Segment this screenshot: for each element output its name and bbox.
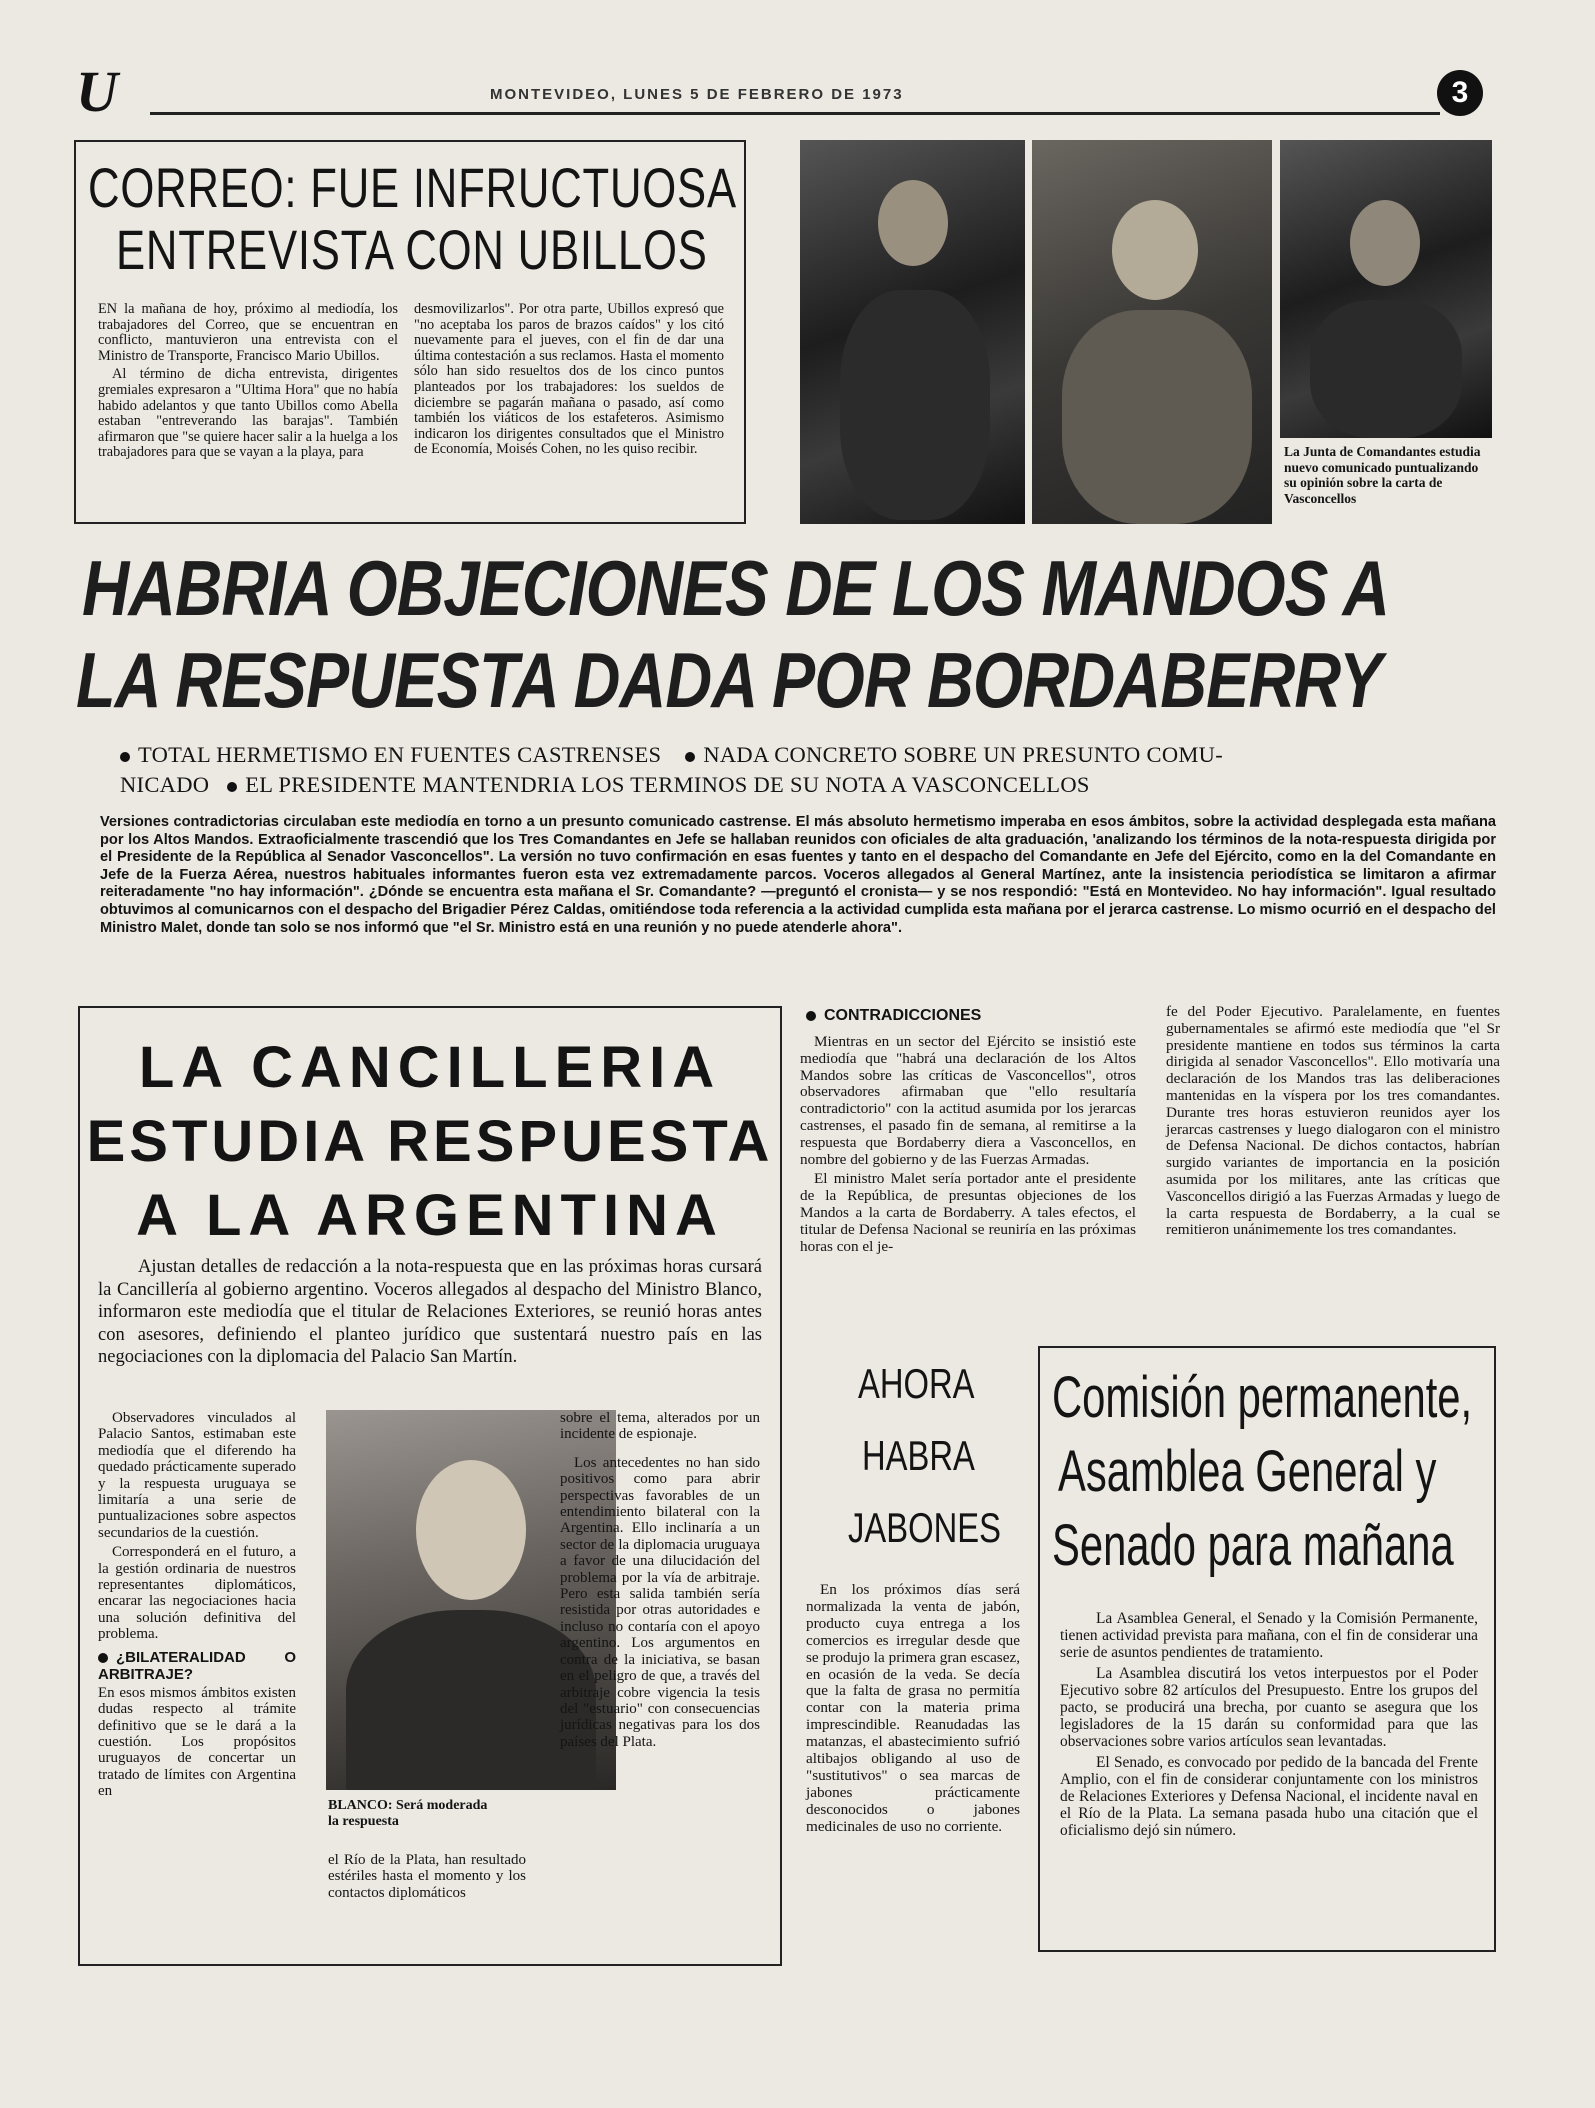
cancilleria-col2b-p1: el Río de la Plata, han resultado estériles hasta el momento y los contactos diplomáticos [328, 1852, 526, 1901]
subhead-1a: TOTAL HERMETISMO EN FUENTES CASTRENSES [138, 742, 662, 767]
main-headline-2: LA RESPUESTA DADA POR BORDABERRY [76, 636, 1382, 724]
bullet-icon [98, 1653, 108, 1663]
main-lead: Versiones contradictorias circulaban este mediodía en torno a un presunto comunicado castrense. El más absoluto hermetismo imperaba en esos ámbitos, sobre la actividad desplegada esta mañana por los Altos Mandos. Extraoficialmente trascendió que los Tres Comandantes en Jefe se hallaban reunidos con oficiales de alta graduación, 'analizando los términos de la nota-respuesta dirigida por el Presidente de la República al Senador Vasconcellos". La versión no tuvo confirmación en esas fuentes y tanto en el despacho del Comandante en Jefe del Ejército, como en la del Comandante en Jefe de la Fuerza Aérea, nuestros habituales informantes fueron esta vez extremadamente parcos. Voceros allegados al General Martínez, ante la insistencia periodística se limitaron a afirmar reiteradamente "no hay información". ¿Dónde se encuentra esta mañana el Sr. Comandante? —preguntó el cronista— y se nos respondió: "Está en Montevideo. No hay información". Igual resultado obtuvimos al comunicarnos con el despacho del Brigadier Pérez Caldas, omitiéndose toda referencia a la actividad cumplida esta mañana por el jerarca castrense. Lo mismo ocurrió en el despacho del Ministro Malet, donde tan solo se nos informó que "el Sr. Ministro está en una reunión y no puede atenderle ahora". [100, 814, 1496, 936]
cancilleria-col-1 [98, 1410, 296, 1803]
bullet-icon [120, 752, 130, 762]
bullet-icon [685, 752, 695, 762]
contradicciones-col2-p1: fe del Poder Ejecutivo. Paralelamente, en fuentes gubernamentales se afirmó este mediodía que "el Sr presidente mantiene en todos sus términos la carta dirigida al senador Vasconcellos". Ello motivaría una declaración de los Mandos tras las deliberaciones mantenidas en la víspera por los tres comandantes. Durante tres horas estuvieron reunidos ayer los jerarcas castrenses y luego dialogaron con el ministro de Defensa Nacional. De dichos contactos, habrían surgido variantes de importancia en la posición asumida por los militares, ante las críticas que Vasconcellos dirigió a las Fuerzas Armadas y luego de la carta respuesta de Bordaberry, a la cual se remitieron unánimemente los tres comandantes. [1166, 1003, 1500, 1239]
cancilleria-col1-p3: En esos mismos ámbitos existen dudas respecto al trámite definitivo que se le dará a la cuestión. Los propósitos uruguayos de concertar un tratado de límites con Argentina en [98, 1684, 296, 1800]
comision-headline-3: Senado para mañana [1052, 1513, 1454, 1578]
cancilleria-col3-p2: Los antecedentes no han sido positivos como para abrir perspectivas favorables de un entendimiento bilateral con la Argentina. Ello inclinaría a un sector de la diplomacia uruguaya a favor de una dilucidación del problema por la vía de arbitraje. Pero esta salida también sería resistida por otras autoridades e incluso no contaría con el apoyo argentino. Los argumentos en contra de la iniciativa, se basan en el peligro de que, a través del arbitraje cobre vigencia la tesis del "estuario" con consecuencias jurídicas negativas para los dos países del Plata. [560, 1454, 760, 1750]
correo-headline-1: CORREO: FUE INFRUCTUOSA [88, 156, 737, 219]
jabones-body-p1: En los próximos días será normalizada la venta de jabón, producto cuya entrega a los comercios es irregular desde que se produjo la primera gran escasez, en ocasión de la veda. Se decía que la falta de grasa no permitía contar con la materia prima imprescindible. Reanudadas las matanzas, el abastecimiento sufrió altibajos obligando al uso de "sustitutivos" o sea marcas de jabones prácticamente desconocidos o jabones medicinales de uso no corriente. [806, 1581, 1020, 1835]
subhead-2a: NICADO [120, 772, 210, 797]
contradicciones-heading: CONTRADICCIONES [806, 1006, 981, 1026]
bullet-icon [227, 782, 237, 792]
comision-headline-2: Asamblea General y [1058, 1439, 1437, 1504]
correo-article [74, 140, 746, 524]
correo-col2-p1: desmovilizarlos". Por otra parte, Ubillos expresó que "no aceptaba los paros de brazos caídos" y los citó nuevamente para el jueves, con el fin de dar una última contestación a sus reclamos. Hasta el momento sólo han sido resueltos dos de los cinco puntos planteados por los trabajadores: los sueldos de diciembre se pagarán mañana o pasado, así como también los viáticos de los estafeteros. Asimismo indicaron los dirigentes consultados que el Ministro de Economía, Moisés Cohen, no les quiso recibir. [414, 301, 724, 458]
page-number: 3 [1437, 70, 1483, 116]
correo-headline-2: ENTREVISTA CON UBILLOS [116, 218, 708, 281]
contradicciones-col-1 [800, 1034, 1136, 1258]
subhead-2b: EL PRESIDENTE MANTENDRIA LOS TERMINOS DE SU NOTA A VASCONCELLOS [245, 772, 1090, 797]
cancilleria-article [78, 1006, 782, 1966]
cancilleria-col1-p2: Corresponderá en el futuro, a la gestión ordinaria de nuestros representantes diplomáticos, encarar las negociaciones hacia una solución definitiva del problema. [98, 1544, 296, 1643]
officer-photo-3 [1280, 140, 1492, 438]
cancilleria-col1-p1: Observadores vinculados al Palacio Santos, estimaban este mediodía que el diferendo ha quedado prácticamente superado y la respuesta uruguaya se limitaría a una serie de puntualizaciones sobre aspectos secundarios de la cuestión. [98, 1410, 296, 1541]
blanco-caption: BLANCO: Será moderada la respuesta [328, 1798, 488, 1829]
cancilleria-headline-2: ESTUDIA RESPUESTA [86, 1109, 774, 1174]
cancilleria-headline-1: LA CANCILLERIA [138, 1035, 722, 1100]
correo-col1-p1: EN la mañana de hoy, próximo al mediodía, los trabajadores del Correo, que se encuentran en conflicto, mantuvieron una entrevista con el Ministro de Transporte, Francisco Mario Ubillos. [98, 301, 398, 364]
cancilleria-headline-3: A LA ARGENTINA [136, 1183, 724, 1248]
cancilleria-lead: Ajustan detalles de redacción a la nota-respuesta que en las próximas horas cursará la Cancillería al gobierno argentino. Voceros allegados al despacho del Ministro Blanco, informaron este mediodía que el titular de Relaciones Exteriores, se reunió horas antes con asesores, definiendo el planteo jurídico que sustentará nuestro país en las negociaciones con la diplomacia del Palacio San Martín. [98, 1257, 762, 1368]
comision-body [1060, 1610, 1478, 1843]
cancilleria-col-3 [560, 1410, 760, 1753]
comision-p3: El Senado, es convocado por pedido de la bancada del Frente Amplio, con el fin de considerar conjuntamente con los ministros de Relaciones Exteriores y Defensa Nacional, el incidente naval en el Río de la Plata. La semana pasada hubo una citación que el oficialismo dejó sin número. [1060, 1753, 1478, 1840]
main-subhead-line-1 [120, 742, 1223, 768]
main-headline-1: HABRIA OBJECIONES DE LOS MANDOS A [82, 544, 1390, 632]
main-subhead-line-2 [120, 772, 1090, 798]
comision-article [1038, 1346, 1496, 1952]
arbitraje-subheading: ¿BILATERALIDAD O ARBITRAJE? [98, 1648, 296, 1683]
junta-caption: La Junta de Comandantes estudia nuevo comunicado puntualizando su opinión sobre la carta de Vasconcellos [1284, 444, 1481, 506]
date-line: MONTEVIDEO, LUNES 5 DE FEBRERO DE 1973 [490, 86, 904, 103]
subhead-1b: NADA CONCRETO SOBRE UN PRESUNTO COMU- [703, 742, 1224, 767]
contradicciones-col1-p1: Mientras en un sector del Ejército se insistió este mediodía que "habrá una declaración de los Altos Mandos sobre las críticas de Vasconcellos", otros observadores afirmaban que "ello resultaría contradictorio" con la actitud asumida por los jerarcas castrenses, el pasado fin de semana, al remitirse a la respuesta que Bordaberry diera a Vasconcellos, en nombre del gobierno y de las Fuerzas Armadas. [800, 1033, 1136, 1168]
jabones-headline-3: JABONES [848, 1504, 1001, 1551]
jabones-headline-2: HABRA [862, 1432, 975, 1479]
contradicciones-col-2 [1166, 1004, 1500, 1242]
comision-headline-1: Comisión permanente, [1052, 1365, 1473, 1430]
cancilleria-col-2b [328, 1852, 526, 1904]
correo-col1-p2: Al término de dicha entrevista, dirigentes gremiales expresaron a "Ultima Hora" que no había habido adelantos y que tanto Ubillos como Abella estaban "entreverando las barajas". También afirmaron que "se quiere hacer salir a la huelga a los trabajadores para que se vayan a la playa, para [98, 366, 398, 461]
masthead-logo: U [76, 59, 118, 124]
officer-photo-2 [1032, 140, 1272, 524]
correo-col-2 [414, 302, 724, 461]
correo-col-1 [98, 302, 398, 464]
jabones-headline-1: AHORA [858, 1360, 975, 1407]
bullet-icon [806, 1011, 816, 1021]
contradicciones-col1-p2: El ministro Malet sería portador ante el presidente de la República, de presuntas objeciones de los Mandos a la carta de Bordaberry. A tales efectos, el titular de Defensa Nacional se reuniría en las próximas horas con el je- [800, 1170, 1136, 1255]
cancilleria-col3-p1: sobre el tema, alterados por un incidente de espionaje. [560, 1410, 760, 1443]
comision-p2: La Asamblea discutirá los vetos interpuestos por el Poder Ejecutivo sobre 82 artículos del Presupuesto. Entre los grupos del pacto, se producirá una brecha, por cuanto se asegura que los legisladores de la 15 darán su conformidad para que las observaciones sobre varios artículos sean levantadas. [1060, 1664, 1478, 1751]
officer-photo-1 [800, 140, 1025, 524]
header-rule [150, 112, 1440, 115]
jabones-body [806, 1582, 1020, 1839]
comision-p1: La Asamblea General, el Senado y la Comisión Permanente, tienen actividad prevista para mañana, con el fin de considerar una serie de asuntos pendientes de tratamiento. [1060, 1610, 1478, 1662]
